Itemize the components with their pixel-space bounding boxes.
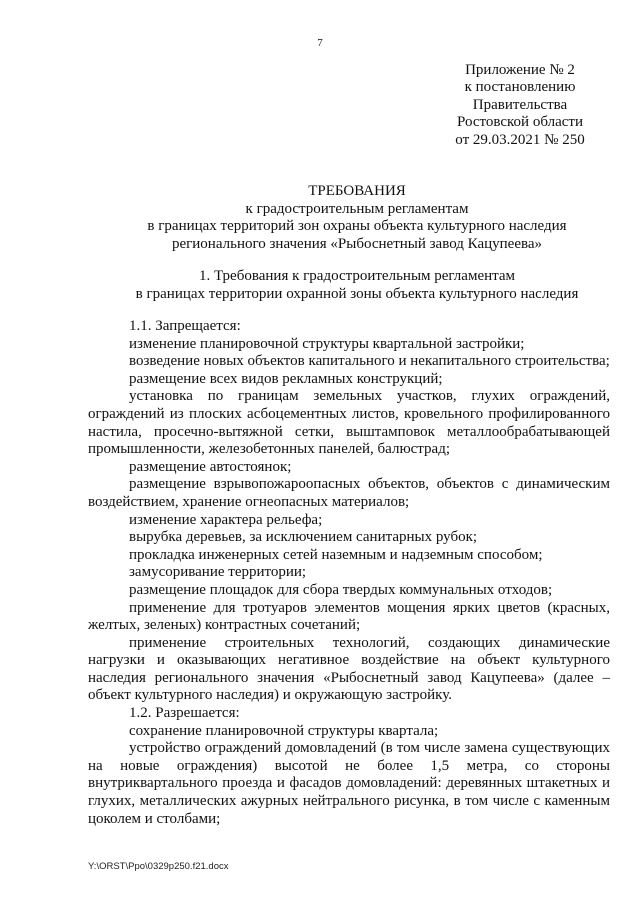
- annex-line: Правительства: [472, 96, 568, 113]
- clause-item: замусоривание территории;: [129, 564, 307, 581]
- clause-item: установка по границам земельных участков, глухих ограждений, ограждений из плоских асбоцементных листов, кровельного профилированного настила, просечно-вытяжной сетки, выштамповок металлообрабатывающей промышленности, железобетонных панелей, балюстрад;: [88, 388, 610, 458]
- clause-item: размещение автостоянок;: [129, 458, 292, 475]
- clause-item: вырубка деревьев, за исключением санитарных рубок;: [129, 529, 478, 546]
- title-line: к градостроительным регламентам: [245, 200, 469, 217]
- document-body: [88, 318, 610, 828]
- section-heading: [92, 268, 622, 303]
- clause-item: изменение планировочной структуры квартальной застройки;: [129, 335, 525, 352]
- clause-item: возведение новых объектов капитального и некапитального строительства;: [129, 353, 610, 370]
- clause-item: изменение характера рельефа;: [129, 511, 323, 528]
- title-line: регионального значения «Рыбоснетный завод Кацупеева»: [171, 235, 543, 252]
- clause-item: размещение всех видов рекламных конструкций;: [129, 370, 443, 387]
- clause-item: прокладка инженерных сетей наземным и надземным способом;: [129, 546, 543, 563]
- annex-line: Приложение № 2: [465, 62, 575, 78]
- title-line: ТРЕБОВАНИЯ: [308, 183, 406, 199]
- clause-heading: 1.2. Разрешается:: [129, 705, 240, 722]
- section-heading-line: в границах территории охранной зоны объекта культурного наследия: [135, 285, 579, 302]
- clause-heading: 1.1. Запрещается:: [129, 318, 241, 334]
- annex-line: Ростовской области: [457, 114, 583, 131]
- section-heading-line: 1. Требования к градостроительным регламентам: [198, 268, 516, 284]
- clause-item: применение для тротуаров элементов мощения ярких цветов (красных, желтых, зеленых) контрастных сочетаний;: [88, 599, 610, 634]
- clause-item: сохранение планировочной структуры квартала;: [129, 722, 439, 739]
- title-line: в границах территорий зон охраны объекта культурного наследия: [147, 218, 567, 235]
- file-path-footer: Y:\ORST\Ppo\0329p250.f21.docx: [88, 861, 229, 872]
- annex-line: от 29.03.2021 № 250: [455, 131, 585, 148]
- clause-item: устройство ограждений домовладений (в том числе замена существующих на новые ограждения) высотой не более 1,5 метра, со стороны внутриквартального проезда и фасадов домовладений: деревянных штакетных и глухих, металлических ажурных нейтрального рисунка, в том числе с каменным цоколем и столбами;: [88, 740, 610, 827]
- clause-item: применение строительных технологий, создающих динамические нагрузки и оказывающих негативное воздействие на объект культурного наследия регионального значения «Рыбоснетный завод Кацупеева» (далее – объект культурного наследия) и окружающую застройку.: [88, 634, 610, 704]
- annex-line: к постановлению: [464, 79, 576, 96]
- page-number: 7: [317, 37, 323, 49]
- document-title: [92, 183, 622, 253]
- annex-header: [446, 62, 594, 149]
- clause-item: размещение взрывопожароопасных объектов, объектов с динамическим воздействием, хранение огнеопасных материалов;: [88, 476, 610, 510]
- clause-item: размещение площадок для сбора твердых коммунальных отходов;: [129, 581, 553, 598]
